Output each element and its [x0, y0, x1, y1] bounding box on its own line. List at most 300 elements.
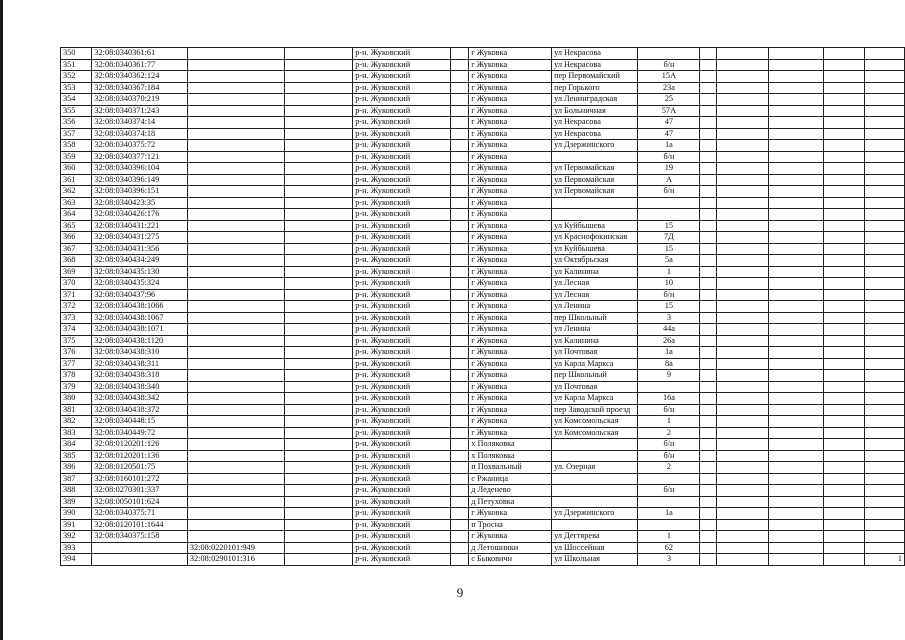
empty-cell	[700, 105, 717, 117]
empty-cell	[700, 94, 717, 106]
empty-cell	[717, 531, 769, 543]
empty-cell	[823, 255, 865, 267]
empty-cell	[284, 163, 353, 175]
empty-cell	[823, 105, 865, 117]
locality-cell: г Жуковка	[469, 312, 552, 324]
house-number-cell: 9	[638, 370, 700, 382]
house-number-cell: 10	[638, 278, 700, 290]
table-row	[61, 531, 905, 543]
house-number-cell: 44а	[638, 324, 700, 336]
house-number-cell: 57А	[638, 105, 700, 117]
extra-cell	[865, 117, 905, 129]
empty-cell	[700, 554, 717, 566]
empty-cell	[717, 450, 769, 462]
cadastral-number-alt-cell	[187, 140, 284, 152]
locality-cell: д Летошники	[469, 542, 552, 554]
house-number-cell: б/н	[638, 404, 700, 416]
empty-cell	[284, 289, 353, 301]
empty-cell	[823, 473, 865, 485]
empty-cell	[768, 554, 823, 566]
empty-cell	[700, 151, 717, 163]
empty-cell	[284, 324, 353, 336]
empty-cell	[768, 117, 823, 129]
empty-cell	[823, 243, 865, 255]
empty-cell	[823, 496, 865, 508]
locality-cell: г Жуковка	[469, 358, 552, 370]
empty-cell	[768, 519, 823, 531]
empty-cell	[284, 496, 353, 508]
district-cell: р-н. Жуковский	[353, 324, 451, 336]
house-number-cell: 1а	[638, 347, 700, 359]
house-number-cell: 5а	[638, 255, 700, 267]
empty-cell	[768, 197, 823, 209]
empty-cell	[284, 82, 353, 94]
table-row	[61, 381, 905, 393]
district-cell: р-н. Жуковский	[353, 404, 451, 416]
empty-cell	[450, 289, 468, 301]
row-number-cell: 354	[61, 94, 92, 106]
empty-cell	[450, 462, 468, 474]
street-cell: ул Дегтярева	[552, 531, 638, 543]
empty-cell	[284, 485, 353, 497]
house-number-cell: 19	[638, 163, 700, 175]
empty-cell	[700, 197, 717, 209]
empty-cell	[823, 462, 865, 474]
street-cell	[552, 209, 638, 221]
row-number-cell: 378	[61, 370, 92, 382]
extra-cell	[865, 163, 905, 175]
cadastral-number-cell: 32:08:0340377:121	[92, 151, 188, 163]
district-cell: р-н. Жуковский	[353, 496, 451, 508]
district-cell: р-н. Жуковский	[353, 450, 451, 462]
cadastral-number-cell: 32:08:0340423:35	[92, 197, 188, 209]
extra-cell: 1	[865, 554, 905, 566]
empty-cell	[768, 531, 823, 543]
cadastral-number-cell: 32:08:0120201:126	[92, 439, 188, 451]
empty-cell	[450, 140, 468, 152]
house-number-cell	[638, 496, 700, 508]
house-number-cell: 47	[638, 128, 700, 140]
locality-cell: д Леденево	[469, 485, 552, 497]
empty-cell	[717, 301, 769, 313]
empty-cell	[823, 174, 865, 186]
table-row	[61, 128, 905, 140]
cadastral-number-alt-cell	[187, 450, 284, 462]
cadastral-number-alt-cell	[187, 335, 284, 347]
street-cell: ул Почтовая	[552, 347, 638, 359]
empty-cell	[700, 140, 717, 152]
cadastral-number-alt-cell	[187, 508, 284, 520]
district-cell: р-н. Жуковский	[353, 232, 451, 244]
cadastral-number-cell: 32:08:0340448:15	[92, 416, 188, 428]
district-cell: р-н. Жуковский	[353, 59, 451, 71]
cadastral-number-cell: 32:08:0340438:1066	[92, 301, 188, 313]
empty-cell	[768, 140, 823, 152]
cadastral-number-cell: 32:08:0120101:1644	[92, 519, 188, 531]
row-number-cell: 388	[61, 485, 92, 497]
empty-cell	[823, 450, 865, 462]
extra-cell	[865, 128, 905, 140]
street-cell	[552, 450, 638, 462]
locality-cell: г Жуковка	[469, 232, 552, 244]
locality-cell: г Жуковка	[469, 255, 552, 267]
locality-cell: г Жуковка	[469, 163, 552, 175]
cadastral-number-alt-cell	[187, 439, 284, 451]
empty-cell	[700, 358, 717, 370]
cadastral-number-alt-cell	[187, 324, 284, 336]
street-cell: ул Лесная	[552, 278, 638, 290]
extra-cell	[865, 243, 905, 255]
cadastral-number-cell: 32:08:0340431:275	[92, 232, 188, 244]
empty-cell	[823, 266, 865, 278]
empty-cell	[717, 416, 769, 428]
table-row	[61, 243, 905, 255]
street-cell: пер Школьный	[552, 370, 638, 382]
row-number-cell: 356	[61, 117, 92, 129]
extra-cell	[865, 255, 905, 267]
empty-cell	[284, 174, 353, 186]
cadastral-number-alt-cell	[187, 163, 284, 175]
empty-cell	[700, 209, 717, 221]
row-number-cell: 360	[61, 163, 92, 175]
empty-cell	[823, 404, 865, 416]
empty-cell	[700, 485, 717, 497]
cadastral-number-cell: 32:08:0340431:356	[92, 243, 188, 255]
empty-cell	[700, 508, 717, 520]
street-cell: пер Первомайский	[552, 71, 638, 83]
cadastral-number-alt-cell	[187, 197, 284, 209]
empty-cell	[450, 427, 468, 439]
extra-cell	[865, 393, 905, 405]
empty-cell	[284, 312, 353, 324]
cadastral-number-cell: 32:08:0340396:151	[92, 186, 188, 198]
empty-cell	[768, 324, 823, 336]
empty-cell	[717, 140, 769, 152]
cadastral-number-alt-cell	[187, 243, 284, 255]
empty-cell	[284, 48, 353, 60]
table-row	[61, 266, 905, 278]
empty-cell	[284, 531, 353, 543]
empty-cell	[450, 542, 468, 554]
house-number-cell	[638, 473, 700, 485]
empty-cell	[823, 197, 865, 209]
empty-cell	[284, 404, 353, 416]
empty-cell	[717, 335, 769, 347]
house-number-cell: 2	[638, 462, 700, 474]
row-number-cell: 386	[61, 462, 92, 474]
district-cell: р-н. Жуковский	[353, 255, 451, 267]
extra-cell	[865, 473, 905, 485]
extra-cell	[865, 462, 905, 474]
district-cell: р-н. Жуковский	[353, 301, 451, 313]
cadastral-number-alt-cell	[187, 186, 284, 198]
street-cell: пер Школьный	[552, 312, 638, 324]
house-number-cell: б/н	[638, 289, 700, 301]
locality-cell: п Тросна	[469, 519, 552, 531]
cadastral-number-alt-cell	[187, 312, 284, 324]
empty-cell	[700, 266, 717, 278]
empty-cell	[768, 174, 823, 186]
empty-cell	[768, 232, 823, 244]
street-cell: ул Некрасова	[552, 48, 638, 60]
empty-cell	[284, 71, 353, 83]
empty-cell	[284, 117, 353, 129]
empty-cell	[717, 209, 769, 221]
empty-cell	[717, 393, 769, 405]
empty-cell	[700, 496, 717, 508]
locality-cell: г Жуковка	[469, 209, 552, 221]
empty-cell	[700, 324, 717, 336]
extra-cell	[865, 266, 905, 278]
cadastral-number-alt-cell	[187, 485, 284, 497]
cadastral-number-alt-cell	[187, 278, 284, 290]
street-cell	[552, 197, 638, 209]
cadastral-number-alt-cell	[187, 393, 284, 405]
empty-cell	[717, 508, 769, 520]
empty-cell	[768, 496, 823, 508]
empty-cell	[823, 416, 865, 428]
empty-cell	[717, 427, 769, 439]
empty-cell	[768, 508, 823, 520]
empty-cell	[717, 278, 769, 290]
district-cell: р-н. Жуковский	[353, 186, 451, 198]
empty-cell	[768, 278, 823, 290]
empty-cell	[717, 496, 769, 508]
street-cell: ул Дзержинского	[552, 508, 638, 520]
cadastral-number-cell: 32:08:0340375:71	[92, 508, 188, 520]
empty-cell	[284, 209, 353, 221]
empty-cell	[700, 59, 717, 71]
row-number-cell: 382	[61, 416, 92, 428]
locality-cell: г Жуковка	[469, 404, 552, 416]
house-number-cell: 1	[638, 531, 700, 543]
row-number-cell: 370	[61, 278, 92, 290]
row-number-cell: 372	[61, 301, 92, 313]
district-cell: р-н. Жуковский	[353, 117, 451, 129]
empty-cell	[823, 542, 865, 554]
house-number-cell	[638, 519, 700, 531]
cadastral-number-cell: 32:08:0340396:149	[92, 174, 188, 186]
row-number-cell: 367	[61, 243, 92, 255]
street-cell: ул Калинина	[552, 335, 638, 347]
empty-cell	[717, 542, 769, 554]
extra-cell	[865, 71, 905, 83]
empty-cell	[700, 301, 717, 313]
empty-cell	[284, 301, 353, 313]
empty-cell	[823, 301, 865, 313]
empty-cell	[768, 416, 823, 428]
locality-cell: г Жуковка	[469, 289, 552, 301]
empty-cell	[717, 266, 769, 278]
table-row	[61, 301, 905, 313]
cadastral-number-cell: 32:08:0340362:124	[92, 71, 188, 83]
locality-cell: г Жуковка	[469, 82, 552, 94]
locality-cell: г Жуковка	[469, 266, 552, 278]
cadastral-number-cell: 32:08:0050101:624	[92, 496, 188, 508]
cadastral-number-alt-cell	[187, 358, 284, 370]
empty-cell	[700, 48, 717, 60]
cadastral-number-cell: 32:08:0340396:104	[92, 163, 188, 175]
locality-cell: г Жуковка	[469, 335, 552, 347]
house-number-cell: 1	[638, 416, 700, 428]
empty-cell	[700, 531, 717, 543]
house-number-cell: 26а	[638, 335, 700, 347]
cadastral-number-alt-cell	[187, 519, 284, 531]
empty-cell	[700, 289, 717, 301]
locality-cell: г Жуковка	[469, 416, 552, 428]
locality-cell: г Жуковка	[469, 151, 552, 163]
empty-cell	[823, 163, 865, 175]
table-row	[61, 197, 905, 209]
locality-cell: х Поляковка	[469, 450, 552, 462]
house-number-cell: б/н	[638, 59, 700, 71]
table-row	[61, 289, 905, 301]
empty-cell	[823, 554, 865, 566]
street-cell: ул Краснофокинская	[552, 232, 638, 244]
locality-cell: г Жуковка	[469, 243, 552, 255]
table-row	[61, 519, 905, 531]
empty-cell	[768, 255, 823, 267]
cadastral-number-cell: 32:08:0340438:372	[92, 404, 188, 416]
house-number-cell: 3	[638, 554, 700, 566]
table-row	[61, 404, 905, 416]
street-cell	[552, 151, 638, 163]
empty-cell	[284, 335, 353, 347]
table-row	[61, 508, 905, 520]
table-row	[61, 174, 905, 186]
street-cell	[552, 496, 638, 508]
row-number-cell: 359	[61, 151, 92, 163]
district-cell: р-н. Жуковский	[353, 427, 451, 439]
table-row	[61, 186, 905, 198]
house-number-cell: 2	[638, 427, 700, 439]
district-cell: р-н. Жуковский	[353, 278, 451, 290]
empty-cell	[717, 59, 769, 71]
table-row	[61, 335, 905, 347]
empty-cell	[700, 370, 717, 382]
empty-cell	[284, 197, 353, 209]
empty-cell	[450, 220, 468, 232]
cadastral-number-cell: 32:08:0340435:324	[92, 278, 188, 290]
street-cell	[552, 473, 638, 485]
district-cell: р-н. Жуковский	[353, 163, 451, 175]
extra-cell	[865, 404, 905, 416]
extra-cell	[865, 347, 905, 359]
empty-cell	[284, 232, 353, 244]
empty-cell	[717, 439, 769, 451]
district-cell: р-н. Жуковский	[353, 519, 451, 531]
house-number-cell: 7Д	[638, 232, 700, 244]
empty-cell	[450, 163, 468, 175]
row-number-cell: 366	[61, 232, 92, 244]
row-number-cell: 374	[61, 324, 92, 336]
row-number-cell: 364	[61, 209, 92, 221]
empty-cell	[717, 174, 769, 186]
district-cell: р-н. Жуковский	[353, 381, 451, 393]
empty-cell	[823, 71, 865, 83]
empty-cell	[450, 473, 468, 485]
empty-cell	[700, 450, 717, 462]
locality-cell: п Похвальный	[469, 462, 552, 474]
extra-cell	[865, 59, 905, 71]
empty-cell	[768, 151, 823, 163]
district-cell: р-н. Жуковский	[353, 140, 451, 152]
empty-cell	[284, 278, 353, 290]
cadastral-number-alt-cell	[187, 289, 284, 301]
empty-cell	[768, 266, 823, 278]
empty-cell	[284, 186, 353, 198]
house-number-cell: 23а	[638, 82, 700, 94]
house-number-cell: 25	[638, 94, 700, 106]
street-cell: ул Дзержинского	[552, 140, 638, 152]
district-cell: р-н. Жуковский	[353, 542, 451, 554]
empty-cell	[700, 542, 717, 554]
district-cell: р-н. Жуковский	[353, 105, 451, 117]
empty-cell	[700, 163, 717, 175]
street-cell: ул Некрасова	[552, 117, 638, 129]
district-cell: р-н. Жуковский	[353, 209, 451, 221]
district-cell: р-н. Жуковский	[353, 439, 451, 451]
row-number-cell: 373	[61, 312, 92, 324]
row-number-cell: 361	[61, 174, 92, 186]
empty-cell	[823, 519, 865, 531]
empty-cell	[823, 485, 865, 497]
cadastral-number-cell	[92, 542, 188, 554]
empty-cell	[450, 485, 468, 497]
empty-cell	[284, 59, 353, 71]
cadastral-number-alt-cell	[187, 59, 284, 71]
row-number-cell: 352	[61, 71, 92, 83]
house-number-cell	[638, 381, 700, 393]
cadastral-number-alt-cell	[187, 151, 284, 163]
row-number-cell: 392	[61, 531, 92, 543]
empty-cell	[450, 439, 468, 451]
empty-cell	[768, 105, 823, 117]
cadastral-number-alt-cell	[187, 427, 284, 439]
empty-cell	[717, 554, 769, 566]
cadastral-number-alt-cell	[187, 82, 284, 94]
cadastral-number-cell: 32:08:0340375:158	[92, 531, 188, 543]
locality-cell: г Жуковка	[469, 531, 552, 543]
extra-cell	[865, 140, 905, 152]
district-cell: р-н. Жуковский	[353, 347, 451, 359]
locality-cell: г Жуковка	[469, 59, 552, 71]
empty-cell	[823, 370, 865, 382]
table-row	[61, 358, 905, 370]
district-cell: р-н. Жуковский	[353, 128, 451, 140]
empty-cell	[823, 140, 865, 152]
cadastral-number-alt-cell	[187, 301, 284, 313]
locality-cell: г Жуковка	[469, 105, 552, 117]
cadastral-number-cell: 32:08:0340361:61	[92, 48, 188, 60]
empty-cell	[823, 393, 865, 405]
empty-cell	[700, 427, 717, 439]
district-cell: р-н. Жуковский	[353, 289, 451, 301]
empty-cell	[284, 439, 353, 451]
table-row	[61, 140, 905, 152]
district-cell: р-н. Жуковский	[353, 266, 451, 278]
empty-cell	[768, 59, 823, 71]
street-cell	[552, 519, 638, 531]
empty-cell	[284, 347, 353, 359]
table-row	[61, 324, 905, 336]
cadastral-number-cell: 32:08:0340375:72	[92, 140, 188, 152]
locality-cell: г Жуковка	[469, 48, 552, 60]
empty-cell	[700, 439, 717, 451]
empty-cell	[823, 94, 865, 106]
house-number-cell: 1а	[638, 508, 700, 520]
house-number-cell: б/н	[638, 151, 700, 163]
